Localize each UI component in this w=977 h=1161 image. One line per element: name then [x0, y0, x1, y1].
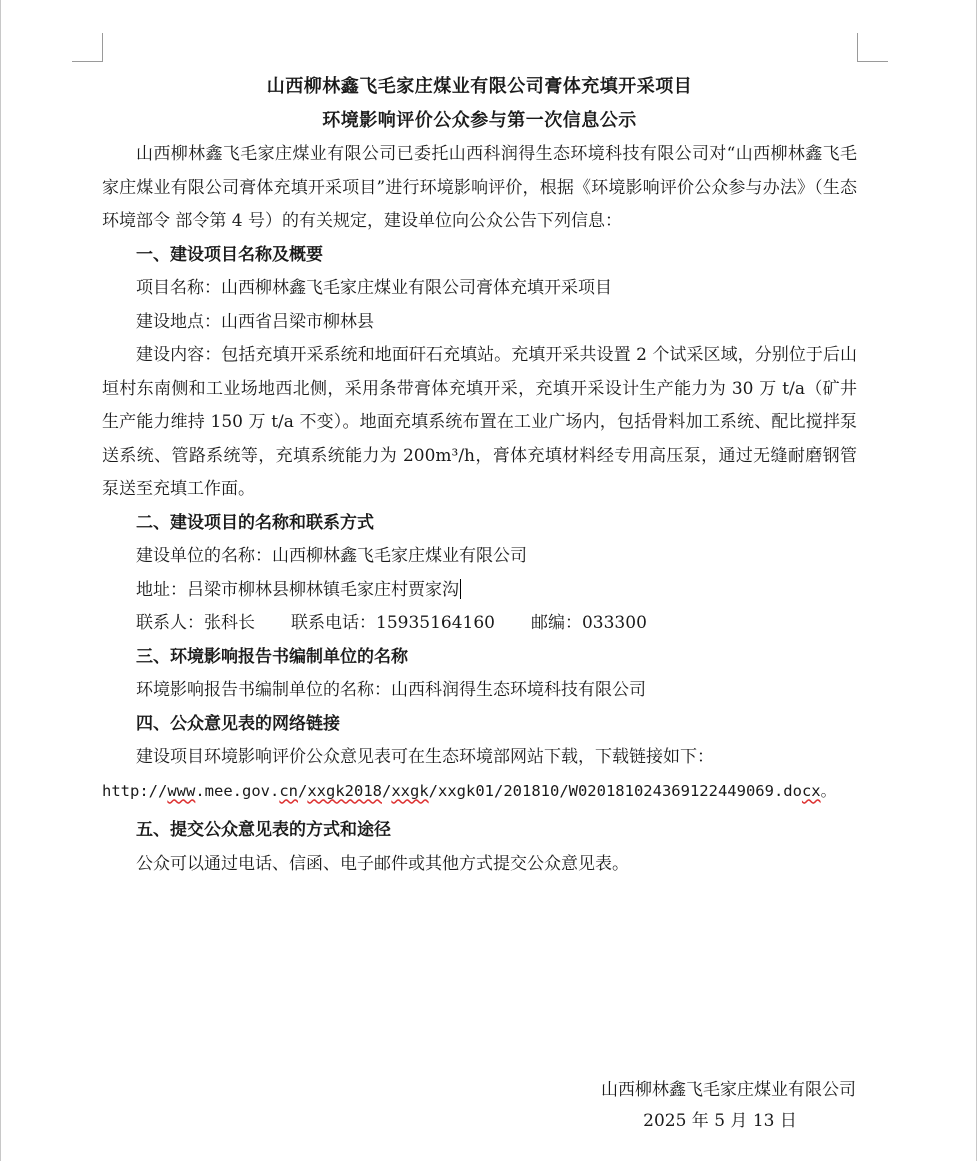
- address-line: [102, 574, 857, 608]
- contact-phone: 联系电话：15935164160: [291, 613, 495, 633]
- text-cursor: [460, 579, 461, 599]
- unit-name: 建设单位的名称：山西柳林鑫飞毛家庄煤业有限公司: [136, 546, 527, 566]
- project-content: 建设内容：包括充填开采系统和地面矸石充填站。充填开采共设置 2 个试采区域，分别位于后山垣村东南侧和工业场地西北侧，采用条带膏体充填开采，充填开采设计生产能力为 30 万 t/a（矿井生产能力维持 150 万 t/a 不变）。地面充填系统布置在工业广场内，包括骨料加工系统、配比搅拌泵送系统、管路系统等，充填系统能力为 200m³/h，膏体充填材料经专用高压泵，通过无缝耐磨钢管泵送至充填工作面。: [102, 345, 857, 499]
- section5-heading: 五、提交公众意见表的方式和途径: [136, 820, 391, 840]
- section4-heading: 四、公众意见表的网络链接: [136, 713, 340, 734]
- margin-corner-mark-right: [857, 33, 888, 62]
- section1-heading: 一、建设项目名称及概要: [136, 244, 323, 265]
- contact-line: [102, 607, 857, 641]
- section3-heading: 三、环境影响报告书编制单位的名称: [136, 646, 408, 667]
- intro-paragraph: 山西柳林鑫飞毛家庄煤业有限公司已委托山西科润得生态环境科技有限公司对“山西柳林鑫飞毛家庄煤业有限公司膏体充填开采项目”进行环境影响评价，根据《环境影响评价公众参与办法》（生态环境部令 部令第 4 号）的有关规定，建设单位向公众公告下列信息：: [102, 144, 857, 231]
- download-text: 建设项目环境影响评价公众意见表可在生态环境部网站下载，下载链接如下：: [136, 747, 714, 767]
- document-body[interactable]: [102, 68, 857, 881]
- document-subtitle: 环境影响评价公众参与第一次信息公示: [322, 110, 637, 131]
- project-name: 项目名称：山西柳林鑫飞毛家庄煤业有限公司膏体充填开采项目: [136, 278, 612, 298]
- signature-date: 2025 年 5 月 13 日: [643, 1111, 797, 1131]
- margin-corner-mark-left: [72, 33, 103, 62]
- postcode: 邮编：033300: [530, 613, 647, 633]
- address: 地址：吕梁市柳林县柳林镇毛家庄村贾家沟: [136, 579, 459, 600]
- submission-text: 公众可以通过电话、信函、电子邮件或其他方式提交公众意见表。: [136, 853, 629, 874]
- report-unit: 环境影响报告书编制单位的名称：山西科润得生态环境科技有限公司: [136, 680, 646, 700]
- download-link[interactable]: http://www.mee.gov.cn/xxgk2018/xxgk/xxgk01/201810/W020181024369122449069.docx。: [102, 781, 837, 800]
- section2-heading: 二、建设项目的名称和联系方式: [136, 512, 374, 533]
- contact-person: 联系人：张科长: [136, 613, 255, 633]
- document-title: 山西柳林鑫飞毛家庄煤业有限公司膏体充填开采项目: [266, 76, 693, 97]
- signature-company: 山西柳林鑫飞毛家庄煤业有限公司: [601, 1080, 856, 1100]
- project-location: 建设地点：山西省吕梁市柳林县: [136, 311, 374, 332]
- page-left-edge: [0, 0, 1, 1161]
